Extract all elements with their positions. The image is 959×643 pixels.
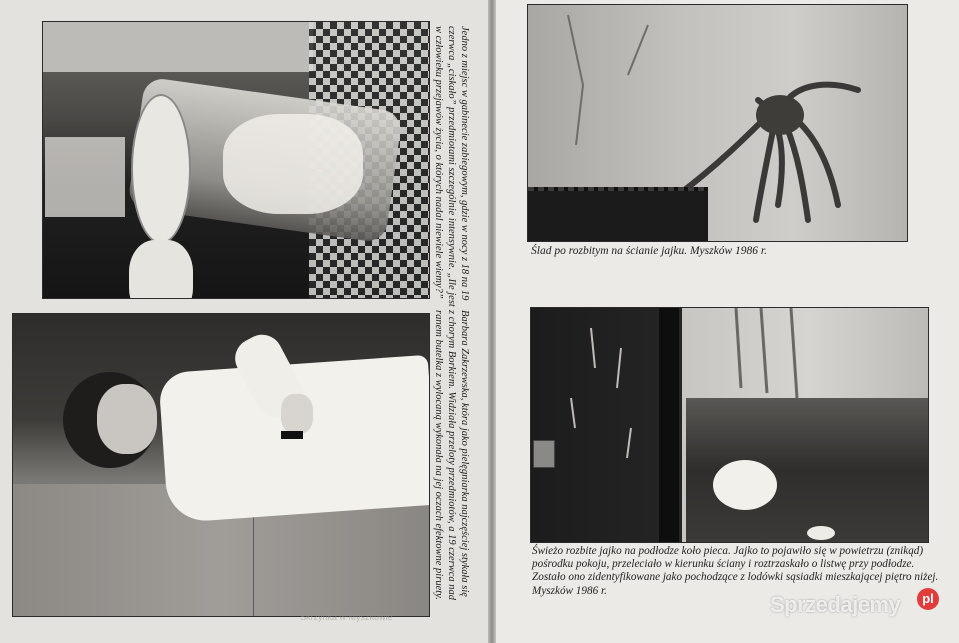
photo-shelf bbox=[45, 137, 125, 217]
photo-wall-egg-stain bbox=[527, 4, 908, 242]
caption-nurse: Barbara Zakrzewska, która jako pielęgniarka najczęściej stykała się z chorym Borkiem. Widziała przeloty przedmiotów, a 19 czerwca nad ranem butelka z wylocaną wykonała na jej oczach efektowne piruety. bbox=[433, 310, 470, 600]
caption-wall-stain: Ślad po rozbitym na ścianie jajku. Myszków 1986 r. bbox=[531, 245, 767, 257]
photo-hand bbox=[281, 394, 313, 434]
sprzedajemy-watermark: Sprzedajemy bbox=[770, 592, 901, 617]
caption-egg-on-floor: Świeżo rozbite jajko na podłodze koło pieca. Jajko to pojawiło się w powietrzu (znikąd) pośrodku pokoju, przeleciało w kierunku ściany i roztrzaskało o listwę przy podłodze. Zostało ono zidentyfikowane jako pochodzące z lodówki sąsiadki mieszkającej piętro niżej. Myszków 1986 r. bbox=[532, 545, 939, 597]
photo-treatment-room bbox=[42, 21, 430, 299]
photo-wristwatch bbox=[281, 431, 303, 439]
faint-bleedthrough-text: Skrzynka w Myszkowie bbox=[300, 612, 393, 622]
photo-bottle bbox=[129, 240, 193, 299]
caption-treatment-room: Jedno z miejsc w gabinecie zabiegowym, gdzie w nocy z 18 na 19 czerwca „ciskało” przedmiotami szczególnie intensywnie. „Ile jest w człowieku przejawów życia, o których nadal niewiele wiemy?” bbox=[433, 26, 470, 307]
watermark-badge-icon: pl bbox=[917, 588, 939, 610]
photo-egg-on-floor bbox=[530, 307, 929, 543]
stove-latch bbox=[533, 440, 555, 468]
stove-body bbox=[528, 191, 708, 241]
stove-edge bbox=[659, 308, 679, 542]
photo-nurse bbox=[12, 313, 430, 617]
photo-jar-lid bbox=[131, 94, 191, 244]
photo-wall bbox=[43, 22, 313, 72]
book-gutter bbox=[488, 0, 496, 643]
broken-egg bbox=[713, 460, 777, 510]
egg-fragment bbox=[807, 526, 835, 540]
photo-face bbox=[97, 384, 157, 454]
photo-cloth bbox=[223, 114, 363, 214]
